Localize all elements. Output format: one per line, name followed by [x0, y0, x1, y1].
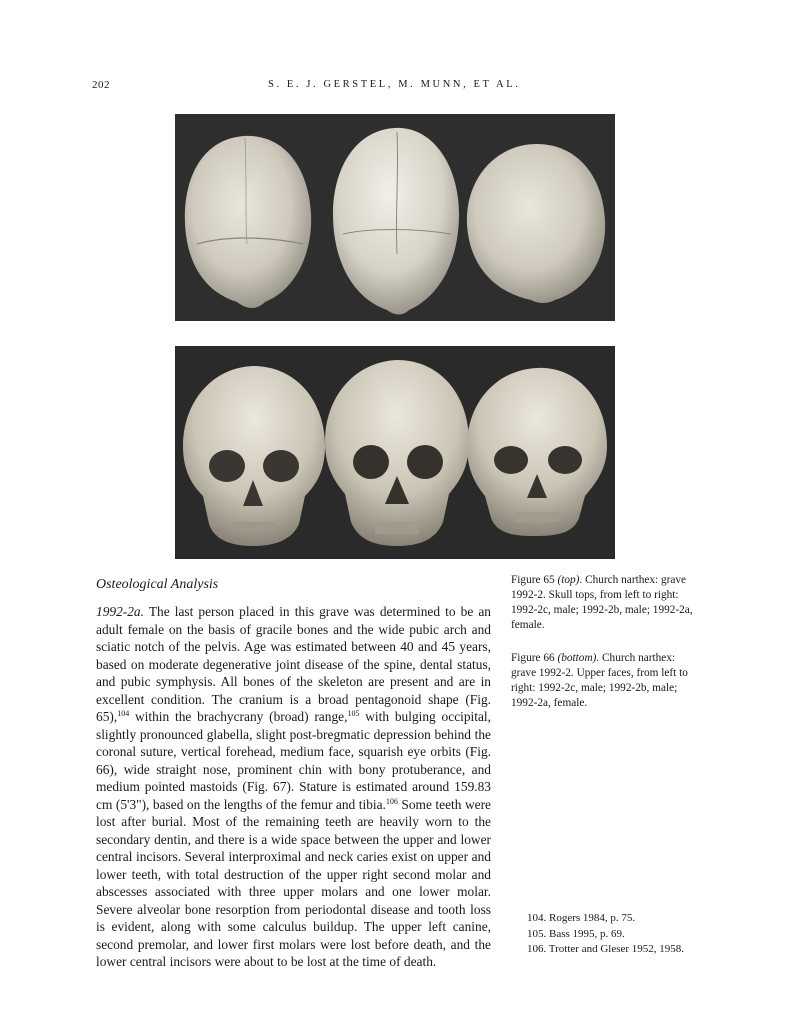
body-text-part: Some teeth were lost after burial. Most of the remaining teeth are heavily worn to the secondary dentin, and there is a wide space between the upper and lower central incisors. Several interproximal and neck caries exist on upper and lower teeth, with total destruction of the upper right second molar and abscesses associated with three upper molars and one lower molar. Severe alveolar bone resorption from periodontal disease and tooth loss is evident, along with some calculus buildup. The upper left canine, second premolar, and lower first molars were lost before death, and the lower central incisors were about to be lost at the time of death.	[96, 796, 491, 969]
page-number: 202	[92, 79, 110, 91]
body-text-part: within the brachycrany (broad) range,	[129, 709, 348, 724]
footnote-ref: 104	[117, 709, 130, 718]
figure-65-caption	[511, 573, 701, 633]
footnote-ref: 105	[347, 709, 360, 718]
upper-faces-image	[175, 346, 615, 559]
section-heading: Osteological Analysis	[96, 577, 219, 592]
caption-position: (top)	[557, 574, 580, 586]
caption-text: . Church narthex: grave 1992-2. Skull tops, from left to right: 1992-2c, male; 1992-2b, male; 1992-2a, female.	[511, 574, 693, 631]
caption-position: (bottom)	[557, 652, 597, 664]
figure-65-skull-tops-photo	[175, 114, 615, 321]
body-text-part: with bulging occipital, slightly pronounced glabella, slight post-bregmatic depression behind the coronal suture, vertical forehead, medium face, squarish eye orbits (Fig. 66), wide straight nose, prominent chin with bony protuberance, and medium pointed mastoids (Fig. 67). Stature is estimated around 159.83 cm (5'3"), based on the lengths of the femur and tibia.	[96, 709, 492, 812]
skull-tops-image	[175, 114, 615, 321]
footnote: 104. Rogers 1984, p. 75.	[527, 912, 636, 924]
caption-label: Figure 66	[511, 652, 558, 664]
footnote-ref: 106	[385, 796, 398, 806]
footnote: 105. Bass 1995, p. 69.	[527, 927, 625, 940]
figure-66-upper-faces-photo	[175, 346, 615, 559]
body-text	[96, 603, 491, 971]
lead-label: 1992-2a.	[96, 604, 144, 619]
body-paragraph	[96, 603, 491, 971]
footnotes	[527, 911, 727, 958]
footnote: 106. Trotter and Gleser 1952, 1958.	[527, 943, 685, 955]
figure-66-caption	[511, 651, 701, 711]
running-header	[0, 79, 792, 93]
caption-text: . Church narthex: grave 1992-2. Upper faces, from left to right: 1992-2c, male; 1992-2b, male; 1992-2a, female.	[511, 652, 688, 709]
running-head-authors: S. E. J. GERSTEL, M. MUNN, ET AL.	[268, 79, 521, 90]
caption-label: Figure 65	[511, 574, 558, 586]
body-text-part: The last person placed in this grave was determined to be an adult female on the basis of gracile bones and the wide pubic arch and sciatic notch of the pelvis. Age was estimated between 40 and 45 years, based on moderate degenerative joint disease of the spine, dental status, and pubic symphysis. All bones of the skeleton are present and are in excellent condition. The cranium is a broad pentagonoid shape (Fig. 65),	[96, 604, 491, 724]
